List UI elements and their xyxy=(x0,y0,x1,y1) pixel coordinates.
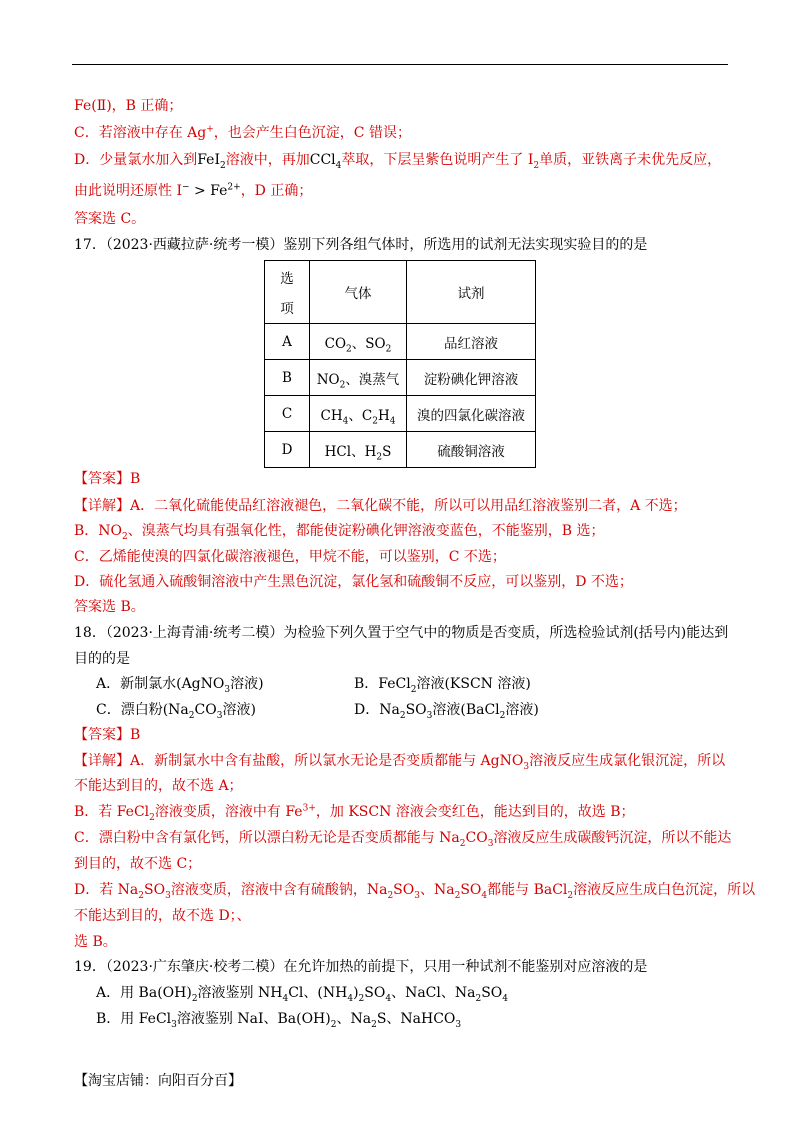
q17-final: 答案选 B。 xyxy=(74,599,145,615)
q18-detail-d1: D．若 $Na_2SO_3$溶液变质，溶液中含有硫酸钠，$Na_2SO_3$、$Na_2SO_4$都能与 BaCl$_2$溶液反应生成白色沉淀，所以 xyxy=(74,882,756,901)
q18-stem-1: 18．（2023·上海青浦·统考二模）为检验下列久置于空气中的物质是否变质，所选检验试剂(括号内)能达到 xyxy=(74,625,729,641)
table-cell-reagent: 溴的四氯化碳溶液 xyxy=(407,396,536,432)
q18-detail-c1: C．漂白粉中含有氯化钙，所以漂白粉无论是否变质都能与 $Na_2CO_3$溶液反应生成碳酸钙沉淀，所以不能达 xyxy=(74,830,732,849)
q17-header-reagent: 试剂 xyxy=(407,261,536,324)
table-cell-reagent: 硫酸铜溶液 xyxy=(407,432,536,468)
q17-detail-d: D．硫化氢通入硫酸铜溶液中产生黑色沉淀，氯化氢和硫酸铜不反应，可以鉴别，D 不选； xyxy=(74,574,633,590)
table-cell-reagent: 品红溶液 xyxy=(407,324,536,360)
table-row xyxy=(265,396,536,432)
q18-detail-d2: 不能达到目的，故不选 D；、 xyxy=(74,908,251,924)
q17-detail-b: B．$NO_2$、溴蒸气均具有强氧化性，都能使淀粉碘化钾溶液变蓝色，不能鉴别，B 选； xyxy=(74,523,605,542)
prev-line-c: C．若溶液中存在 Ag+，也会产生白色沉淀，C 错误； xyxy=(74,124,411,141)
q17-stem: 17．（2023·西藏拉萨·统考一模）鉴别下列各组气体时，所选用的试剂无法实现实验目的的是 xyxy=(74,237,648,253)
q18-detail-a1: 【详解】A．新制氯水中含有盐酸，所以氯水无论是否变质都能与 AgNO$_3$溶液反应生成氯化银沉淀，所以 xyxy=(74,753,726,772)
q17-header-option: 选 项 xyxy=(265,261,310,324)
q19-stem: 19．（2023·广东肇庆·校考二模）在允许加热的前提下，只用一种试剂不能鉴别对应溶液的是 xyxy=(74,959,648,975)
q17-answer: 【答案】B xyxy=(74,471,141,487)
table-cell-gas: HCl、$H_2S$ xyxy=(310,432,407,468)
table-row xyxy=(265,324,536,360)
q17-table xyxy=(264,260,536,468)
prev-answer: 答案选 C。 xyxy=(74,211,146,227)
prev-line-fe: Fe(Ⅱ)，B 正确； xyxy=(74,98,183,114)
prev-line-d: D．少量氯水加入到FeI$_2$溶液中，再加CCl$_4$萃取，下层呈紫色说明产生了 $I_2$单质，亚铁离子未优先反应， xyxy=(74,152,722,171)
q18-option-d: D．$Na_2SO_3$溶液(BaCl$_2$溶液) xyxy=(354,702,539,721)
table-cell-gas: $CH_4$、$C_2H_4$ xyxy=(310,396,407,432)
table-cell-reagent: 淀粉碘化钾溶液 xyxy=(407,360,536,396)
q18-option-b: B．FeCl$_2$溶液(KSCN 溶液) xyxy=(354,676,531,695)
q19-option-b: B．用 FeCl$_3$溶液鉴别 NaI、$Ba(OH)_2$、$Na_2S$、NaHCO$_3$ xyxy=(96,1011,462,1030)
prev-line-d2: 由此说明还原性 $I^- > Fe^{2+}$，D 正确； xyxy=(74,182,313,199)
q18-detail-a2: 不能达到目的，故不选 A； xyxy=(74,778,243,794)
q18-detail-b: B．若 FeCl$_2$溶液变质，溶液中有 $Fe^{3+}$，加 KSCN 溶液会变红色，能达到目的，故选 B； xyxy=(74,803,635,823)
q17-table-header xyxy=(265,261,536,324)
q18-option-c: C．漂白粉($Na_2CO_3$溶液) xyxy=(96,702,256,721)
table-row xyxy=(265,360,536,396)
q18-final: 选 B。 xyxy=(74,934,117,950)
table-cell-option: D xyxy=(265,432,310,468)
q17-header-gas: 气体 xyxy=(310,261,407,324)
footer-shop-name: 【淘宝店铺：向阳百分百】 xyxy=(74,1073,242,1089)
table-cell-option: C xyxy=(265,396,310,432)
q18-option-a: A．新制氯水(AgNO$_3$溶液) xyxy=(96,676,264,695)
q18-answer: 【答案】B xyxy=(74,727,141,743)
table-cell-option: A xyxy=(265,324,310,360)
table-cell-gas: $NO_2$、溴蒸气 xyxy=(310,360,407,396)
q18-detail-c2: 到目的，故不选 C； xyxy=(74,856,202,872)
q19-option-a: A．用 $Ba(OH)_2$溶液鉴别 $NH_4Cl$、$(NH_4)_2SO_4$、NaCl、$Na_2SO_4$ xyxy=(96,985,509,1004)
header-rule xyxy=(72,64,728,65)
table-row xyxy=(265,432,536,468)
table-cell-option: B xyxy=(265,360,310,396)
q17-detail-c: C．乙烯能使溴的四氯化碳溶液褪色，甲烷不能，可以鉴别，C 不选； xyxy=(74,549,506,565)
q17-detail-a: 【详解】A．二氧化硫能使品红溶液褪色，二氧化碳不能，所以可以用品红溶液鉴别二者，A 不选； xyxy=(74,498,687,514)
q18-stem-2: 目的的是 xyxy=(74,651,130,667)
table-cell-gas: $CO_2$、$SO_2$ xyxy=(310,324,407,360)
